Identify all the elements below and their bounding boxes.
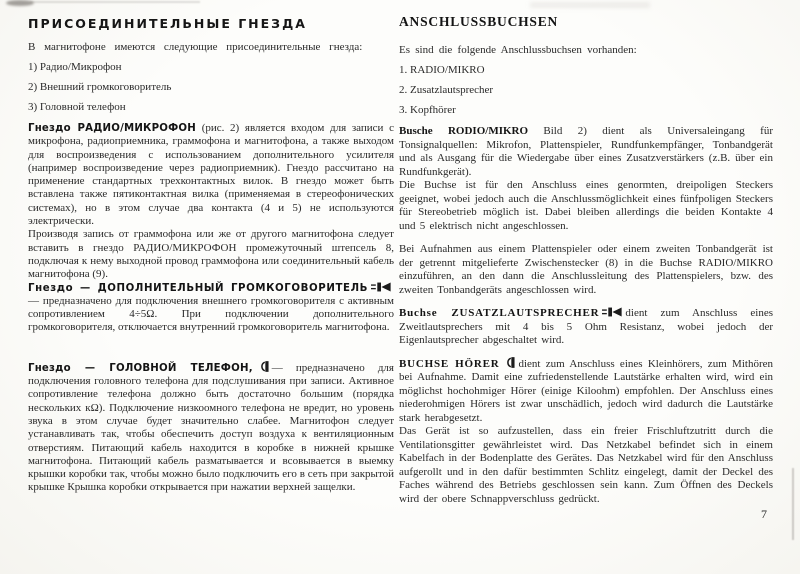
- page-number: 7: [761, 507, 767, 521]
- paragraph-radio-socket-de: [399, 125, 773, 233]
- paragraph-ext-speaker-ru: [28, 282, 394, 335]
- paragraph-text: dient zum Anschluss eines Zweitlautsprechers mit 4 bis 5 Ohm Resistanz, wobei jedoch der Eigenlautsprecher abgeschaltet wird.: [399, 307, 773, 346]
- bold-lead-hoerer-de: BUCHSE HÖRER: [399, 357, 500, 370]
- paragraph-text: (рис. 2) является входом для записи с микрофона, радиоприемника, граммофона и магнитофона, а также выходом для воспроизведения с использованием дополнительного усилителя (например воспроизведение через радиоприемник). Гнездо рассчитано на применение стандартных трехконтактных вилок. В гнездо может быть вставлена также пятиконтактная вилка (применяемая в стереофонических системах), но в этом случае два контакта (4 и 5) не используются электрически.: [28, 122, 395, 228]
- bold-lead-radio-ru: Гнездо РАДИО/МИКРОФОН: [28, 123, 197, 134]
- paragraph-aufnahmen-de: Bei Aufnahmen aus einem Plattenspieler oder einem zweiten Tonbandgerät ist der getrennt mitgelieferte Zwischenstecker (8) in die Buchse RADIO/MIKRO einzuführen, an den dann die Anschlussleitung des Plattenspielers, bzw. des zweiten Tonbandgeräts angeschlossen wird.: [399, 243, 773, 296]
- list-item-kopfhoerer: 3. Kopfhörer: [399, 104, 456, 116]
- bold-lead-radio-de: Busche RODIO/MIKRO: [399, 125, 529, 137]
- paragraph-text: Das Gerät ist so aufzustellen, dass ein freier Frischluftzutritt durch die Ventilationsgitter gewährleistet wird. Das Netzkabel befindet sich in einem Kabelfach in der Bodenplatte des Gerätes. Das Netzkabel wird für den Anschluss aufgerollt und in den dafür bestimmten Schlitz eingelegt, damit der Deckel des Faches während des Betriebs geschlossen sein kann. Zum Öffnen des Deckels wird der obere Schnappverschluss gedrückt.: [399, 425, 773, 505]
- speaker-din-icon: [371, 282, 391, 292]
- paragraph-text: Die Buchse ist für den Anschluss eines genormten, dreipoligen Steckers geeignet, wobei jedoch auch die Anschlussmöglichkeit eines fünfpoligen Steckers für Stereobetrieb möglich ist. Dabei bleiben allerdings die beiden Kontakte 4 und 5 elektrisch nicht angeschlossen.: [399, 179, 773, 232]
- connector-list-de: [399, 63, 773, 117]
- list-item-headphone: 3) Головной телефон: [28, 101, 126, 113]
- bold-lead-speaker-ru: Гнездо — ДОПОЛНИТЕЛЬНЫЙ ГРОМКОГОВОРИТЕЛЬ: [28, 282, 368, 294]
- paragraph-ext-speaker-de: [399, 307, 773, 348]
- paragraph-text: — предназначено для подключения головного телефона для подслушивания при записи. Активное сопротивление телефона должно быть достаточно большим (порядка нескольких кΩ). Подключение низкоомного телефона не вредит, но уровень звука в этом случае будет значительно слабее. Магнитофон следует устанавливать так, чтобы обеспечить доступ воздуха к вентиляционным отверстиям. Питающий кабель находится в коробке в нижней крышке магнитофона. Питающий кабель разматывается и всовывается в выемку крышки коробки так, чтобы можно было подключить его в сеть при закрытой крышке Крышка коробки открывается при нажатии верхней защелки.: [28, 361, 394, 494]
- paragraph-text: — предназначено для подключения внешнего громкоговорителя с активным сопротивлением 4÷5Ω. При подключении дополнительного громкоговорителя, отключается внутренний громкоговоритель магнитофона.: [28, 294, 394, 334]
- intro-text-de: Es sind die folgende Anschlussbuchsen vorhanden:: [399, 44, 637, 56]
- list-item-ext-speaker: 2) Внешний громкоговоритель: [28, 81, 172, 93]
- headphone-din-icon: [502, 357, 515, 368]
- section-heading-ru: ПРИСОЕДИНИТЕЛЬНЫЕ ГНЕЗДА: [28, 16, 307, 31]
- connector-list-ru: [28, 61, 394, 114]
- paragraph-text: dient zum Anschluss eines Kleinhörers, zum Mithören bei Aufnahme. Damit eine zufriedenstellende Lautstärke erhalten wird, wird ein möglichst hochohmiger Hörer (einige Kiloohm) empfohlen. Der Anschluss eines niederohmigen Hörers ist zwar unschädlich, jedoch wird dadurch die Lautstärke stark herabgesetzt.: [399, 357, 773, 424]
- bold-lead-speaker-de: Buchse ZUSATZLAUTSPRECHER: [399, 307, 600, 319]
- paragraph-text: Производя запись от граммофона или же от другого магнитофона следует вставить в гнездо РАДИО/МИКРОФОН промежуточный штепсель 8, подключая к нему выходной провод граммофона или соединительный кабель магнитофона (9).: [28, 228, 394, 281]
- list-item-radio-mikrofon: 1) Радио/Микрофон: [28, 61, 122, 73]
- german-column: [399, 0, 773, 506]
- paragraph-radio-socket-ru: [28, 122, 394, 282]
- list-item-radio-mikro: 1. RADIO/MIKRO: [399, 64, 485, 76]
- intro-text-ru: В магнитофоне имеются следующие присоединительные гнезда:: [28, 41, 363, 53]
- paragraph-text: Bild 2) dient als Universaleingang für Tonsignalquellen: Mikrofon, Plattenspieler, Rundfunkempfänger, Tonbandgerät und als Ausgang für die Wiedergabe über eines Zusatzverstärkers (z.B. über ein Rundfunkgerät).: [399, 125, 773, 178]
- scan-edge-artifact: [792, 468, 794, 540]
- paragraph-headphone-ru: [28, 361, 394, 495]
- paragraph-headphone-de: [399, 357, 773, 507]
- headphone-din-icon: [256, 361, 269, 372]
- section-heading-de: ANSCHLUSSBUCHSEN: [399, 14, 559, 29]
- speaker-din-icon: [602, 307, 622, 317]
- list-item-zusatzlautsprecher: 2. Zusatzlautsprecher: [399, 84, 494, 96]
- russian-column: [28, 0, 394, 495]
- bold-lead-phone-ru: Гнездо — ГОЛОВНОЙ ТЕЛЕФОН,: [28, 362, 253, 374]
